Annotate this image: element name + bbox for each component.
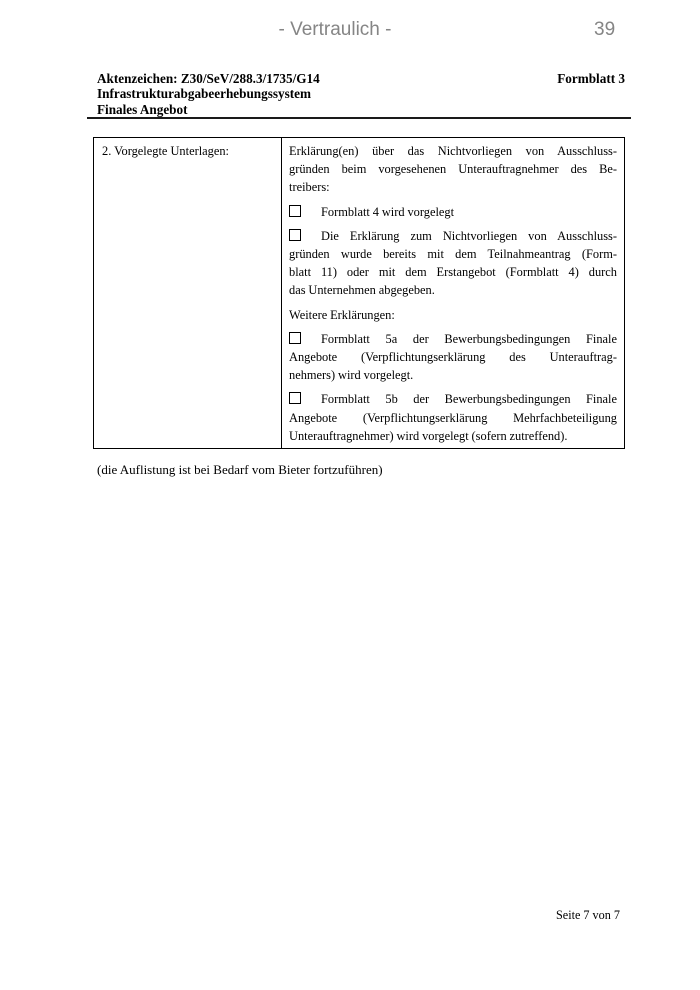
paragraph-line (289, 330, 617, 348)
continuation-note: (die Auflistung ist bei Bedarf vom Bieter fortzuführen) (97, 462, 383, 477)
paragraph (289, 390, 617, 445)
row-label: 2. Vorgelegte Unterlagen: (102, 144, 229, 158)
paragraph (289, 203, 617, 221)
checkbox-icon[interactable] (289, 392, 301, 404)
checkbox-icon[interactable] (289, 332, 301, 344)
page-number: 39 (594, 19, 616, 40)
paragraph-line: Angebote (Verpflichtungserklärung Mehrfachbeteiligung (289, 410, 617, 425)
paragraph-line: treibers: (289, 180, 330, 195)
paragraph-line (289, 227, 617, 245)
page-footer: Seite 7 von 7 (556, 908, 620, 922)
paragraph-line (289, 390, 617, 408)
content-cell (282, 138, 624, 448)
document-header (97, 71, 625, 117)
paragraph-line: Angebote (Verpflichtungserklärung des Unterauftrag- (289, 350, 617, 365)
checkbox-label: Formblatt 5a der Bewerbungsbedingungen Finale (321, 331, 617, 346)
paragraph-line: Weitere Erklärungen: (289, 307, 395, 322)
paragraph (289, 227, 617, 300)
doc-system: Infrastrukturabgabeerhebungssystem (97, 86, 311, 102)
formblatt-label: Formblatt 3 (557, 71, 625, 86)
header-rule (87, 117, 631, 119)
doc-offer: Finales Angebot (97, 101, 188, 117)
checkbox-label: Formblatt 5b der Bewerbungsbedingungen Finale (321, 392, 617, 407)
paragraph (289, 306, 617, 324)
paragraph-line (289, 203, 617, 221)
paragraph-line: blatt 11) oder mit dem Erstangebot (Formblatt 4) durch (289, 265, 617, 280)
doc-reference: Aktenzeichen: Z30/SeV/288.3/1735/G14 (97, 71, 320, 86)
paragraph-line: Unterauftragnehmer) wird vorgelegt (sofern zutreffend). (289, 428, 568, 443)
paragraph (289, 142, 617, 197)
checkbox-icon[interactable] (289, 205, 301, 217)
documents-table (93, 137, 625, 449)
row-label-cell (94, 138, 282, 448)
checkbox-label: Formblatt 4 wird vorgelegt (321, 204, 455, 219)
paragraph-line: nehmers) wird vorgelegt. (289, 368, 414, 383)
paragraph-line: Erklärung(en) über das Nichtvorliegen von Ausschluss- (289, 144, 617, 158)
document-header-row (97, 71, 625, 86)
checkbox-icon[interactable] (289, 229, 301, 241)
checkbox-label: Die Erklärung zum Nichtvorliegen von Ausschluss- (321, 228, 617, 243)
paragraph (289, 330, 617, 385)
paragraph-line: gründen wurde bereits mit dem Teilnahmeantrag (Form- (289, 247, 617, 262)
confidential-label: - Vertraulich - (278, 19, 392, 40)
paragraph-line: das Unternehmen abgegeben. (289, 283, 435, 298)
paragraph-line: gründen beim vorgesehenen Unterauftragnehmer des Be- (289, 162, 617, 177)
